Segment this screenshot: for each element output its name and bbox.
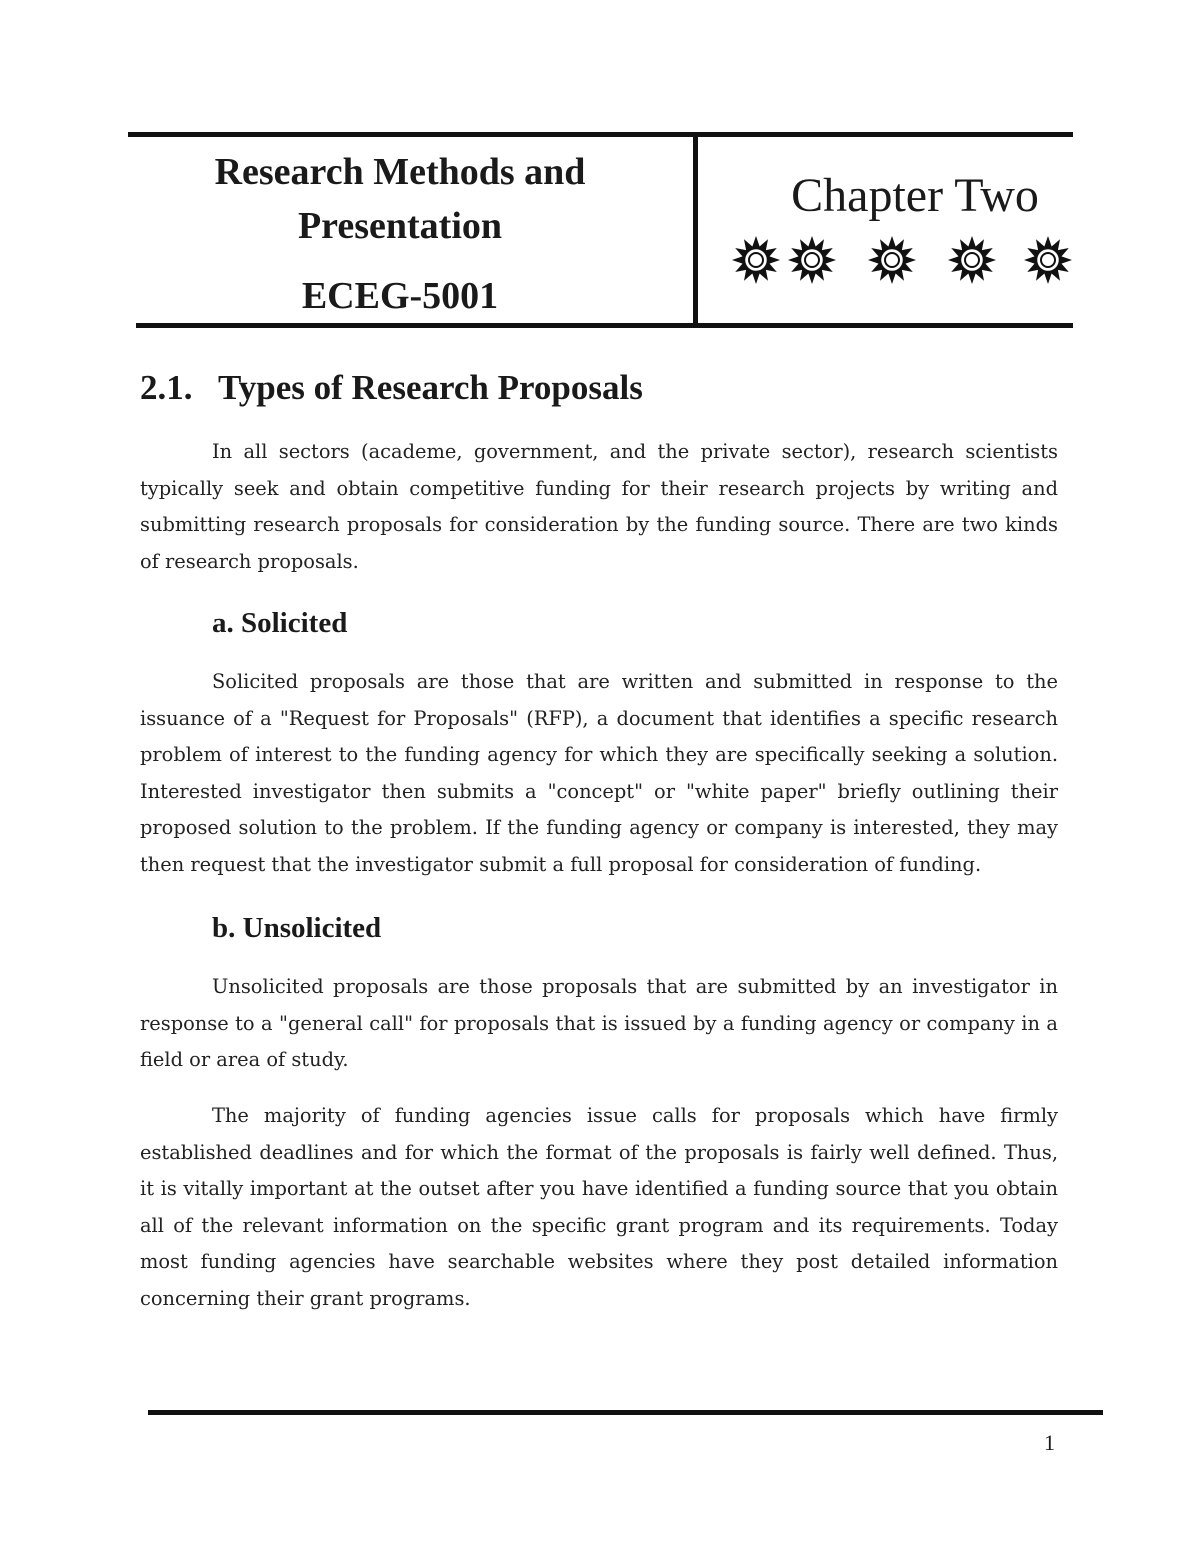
unsolicited-heading: b. Unsolicited — [212, 912, 382, 944]
footer-rule — [148, 1410, 1103, 1415]
course-title: Research Methods and Presentation — [214, 151, 586, 247]
header-column-divider — [693, 137, 698, 327]
sun-star-icon — [866, 234, 918, 286]
header-bottom-rule — [136, 323, 1073, 328]
course-code: ECEG-5001 — [301, 275, 499, 317]
sun-star-icon — [1022, 234, 1074, 286]
section-title: Types of Research Proposals — [218, 368, 643, 407]
header-top-rule — [128, 132, 1073, 137]
funding-calls-paragraph: The majority of funding agencies issue calls for proposals which have firmly established deadlines and for which the format of the proposals is fairly well defined. Thus, it is vitally important at the outset after you have identified a funding source that you obtain all of the relevant information on the specific grant program and its requirements. Today most funding agencies have searchable websites where they post detailed information concerning their grant programs. — [140, 1104, 1058, 1310]
unsolicited-paragraph: Unsolicited proposals are those proposals that are submitted by an investigator in response to a "general call" for proposals that is issued by a funding agency or company in a field or area of study. — [140, 975, 1058, 1071]
sun-star-icon — [730, 234, 782, 286]
sun-star-icon — [946, 234, 998, 286]
chapter-ornaments — [730, 234, 1078, 290]
section-number: 2.1. — [140, 368, 193, 407]
solicited-paragraph: Solicited proposals are those that are written and submitted in response to the issuance of a "Request for Proposals" (RFP), a document that identifies a specific research problem of interest to the funding agency for which they are specifically seeking a solution. Interested investigator then submits a "concept" or "white paper" briefly outlining their proposed solution to the problem. If the funding agency or company is interested, they may then request that the investigator submit a full proposal for consideration of funding. — [140, 670, 1058, 876]
solicited-heading: a. Solicited — [212, 607, 348, 639]
sun-star-icon — [786, 234, 838, 286]
chapter-label: Chapter Two — [791, 169, 1039, 222]
section-heading — [140, 364, 643, 412]
intro-paragraph: In all sectors (academe, government, and the private sector), research scientists typically seek and obtain competitive funding for their research projects by writing and submitting research proposals for consideration by the funding source. There are two kinds of research proposals. — [140, 440, 1058, 573]
page-number: 1 — [1044, 1430, 1055, 1455]
